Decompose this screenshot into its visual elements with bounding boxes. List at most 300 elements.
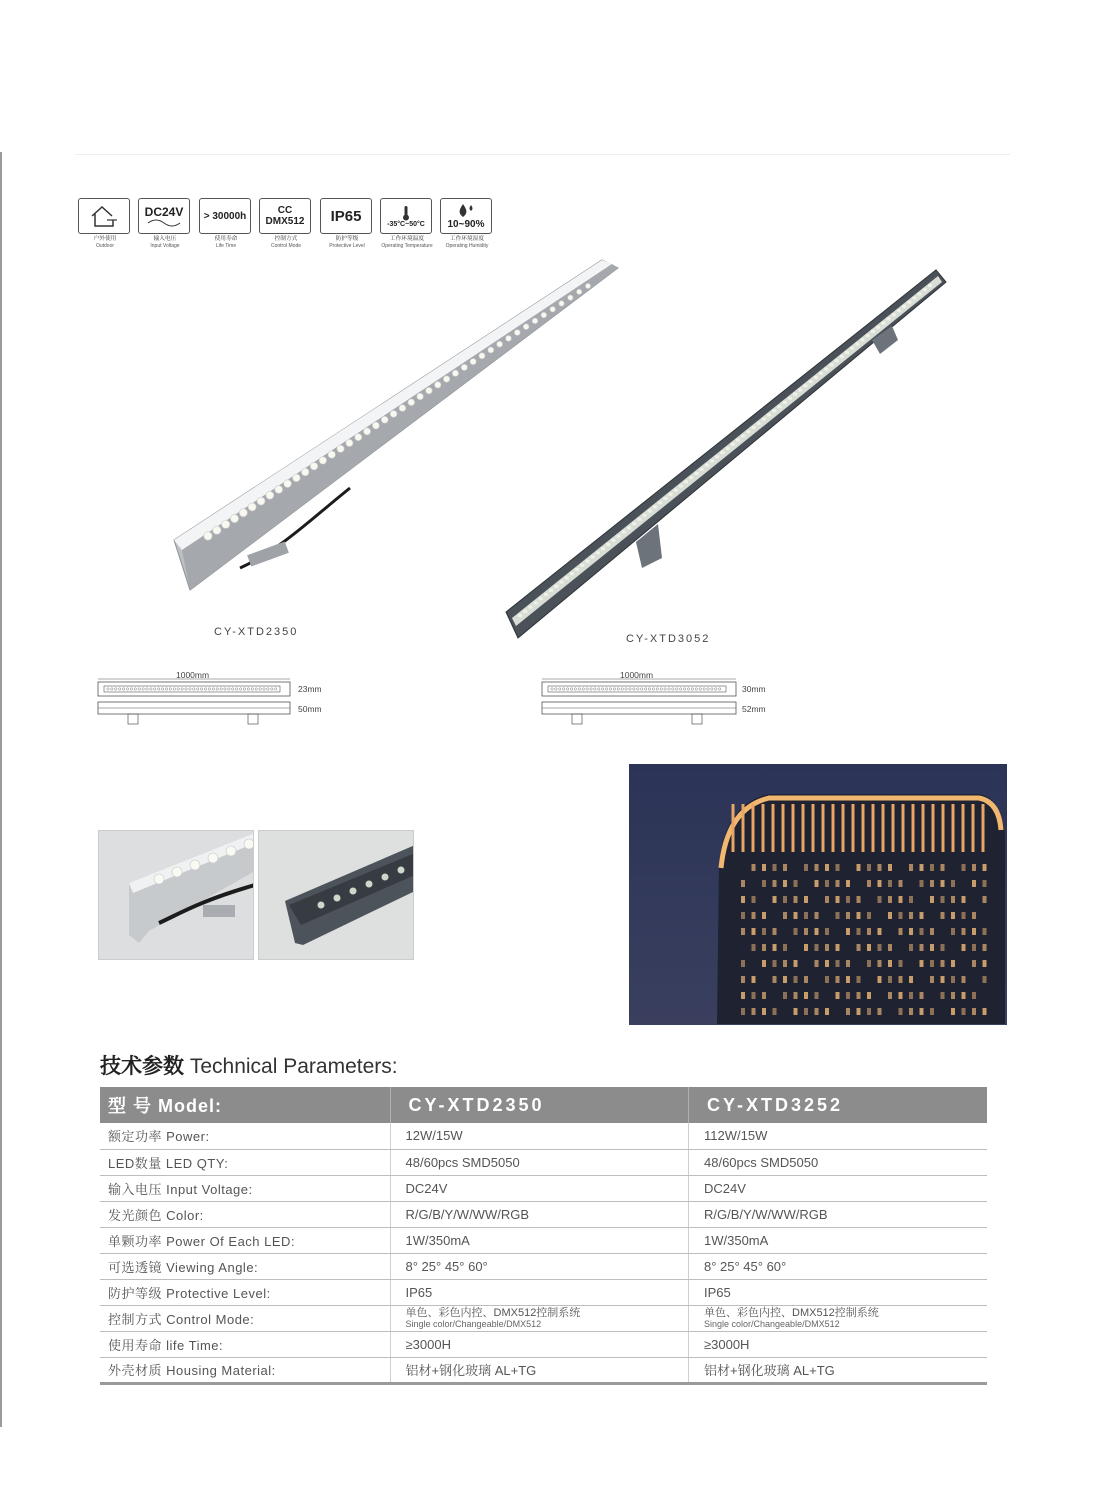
header-model-label: 型 号 Model:: [100, 1087, 390, 1123]
led-dot: [435, 382, 441, 388]
window-light: [836, 912, 840, 919]
led-dot: [656, 688, 658, 690]
led-dot: [598, 688, 600, 690]
window-light: [909, 976, 913, 983]
led-dot: [613, 688, 615, 690]
led-dot: [601, 547, 605, 550]
window-light: [972, 944, 976, 951]
led-dot: [266, 491, 274, 499]
window-light: [804, 928, 808, 935]
led-dot: [669, 493, 673, 496]
led-dot: [824, 368, 828, 371]
dimension-length: 1000mm: [176, 670, 210, 680]
window-light: [741, 880, 745, 887]
badge-caption-en: Operating Humidity: [445, 243, 489, 249]
window-light: [794, 912, 798, 919]
window-light: [962, 896, 966, 903]
led-dot: [625, 688, 627, 690]
row-value-2: 112W/15W: [689, 1123, 988, 1149]
window-light: [920, 912, 924, 919]
led-dot: [715, 455, 719, 458]
led-dot: [200, 688, 202, 690]
led-dot: [570, 688, 572, 690]
led-dot: [566, 688, 568, 690]
led-dot: [871, 330, 875, 333]
spec-table: [100, 1087, 987, 1385]
window-light: [867, 1008, 871, 1015]
window-light: [846, 976, 850, 983]
led-dot: [319, 457, 326, 464]
led-dot: [126, 688, 128, 690]
closeup-photo-silver: [98, 830, 254, 960]
led-dot: [809, 380, 813, 383]
window-light: [867, 928, 871, 935]
led-dot: [861, 338, 865, 341]
row-value-2: 48/60pcs SMD5050: [689, 1149, 988, 1175]
window-light: [899, 1008, 903, 1015]
led-dot: [130, 688, 132, 690]
window-light: [972, 1008, 976, 1015]
row-label: 防护等级 Protective Level:: [100, 1279, 390, 1305]
window-light: [825, 1008, 829, 1015]
badge-operating-humidity: [440, 198, 494, 249]
window-light: [941, 864, 945, 871]
window-light: [888, 864, 892, 871]
window-light: [783, 976, 787, 983]
window-light: [962, 912, 966, 919]
led-dot: [585, 560, 589, 563]
led-dot: [222, 520, 230, 528]
led-dot: [689, 476, 693, 479]
badge-caption-cn: 控制方式: [274, 236, 298, 242]
window-light: [773, 880, 777, 887]
row-value-2-line2: Single color/Changeable/DMX512: [704, 1319, 840, 1329]
led-dot: [346, 439, 353, 446]
row-value-1: 8° 25° 45° 60°: [390, 1253, 688, 1279]
led-dot: [680, 688, 682, 690]
window-light: [783, 992, 787, 999]
window-light: [815, 928, 819, 935]
led-dot: [676, 688, 678, 690]
badge-caption-cn: 工作环境温度: [389, 236, 425, 242]
window-light: [773, 976, 777, 983]
badge-caption-en: Input Voltage: [150, 243, 180, 249]
window-light: [846, 1008, 850, 1015]
led-dot: [518, 614, 522, 617]
led-dot: [746, 430, 750, 433]
window-light: [962, 992, 966, 999]
window-light: [846, 880, 850, 887]
window-light: [815, 960, 819, 967]
window-light: [825, 864, 829, 871]
window-light: [857, 1008, 861, 1015]
window-light: [804, 896, 808, 903]
window-light: [804, 976, 808, 983]
window-light: [794, 992, 798, 999]
badge-input-voltage: [138, 198, 192, 249]
window-light: [888, 992, 892, 999]
table-row: [100, 1357, 987, 1383]
led-dot: [560, 581, 564, 584]
badge-value: 10~90%: [447, 218, 485, 230]
window-light: [909, 896, 913, 903]
window-light: [752, 928, 756, 935]
led-dot: [197, 688, 199, 690]
window-light: [941, 992, 945, 999]
led-dot: [142, 688, 144, 690]
led-dot: [539, 597, 543, 600]
window-light: [804, 1008, 808, 1015]
led-dot: [652, 688, 654, 690]
led-dot: [213, 526, 221, 534]
badge-caption-cn: 工作环境湿度: [449, 236, 485, 242]
led-dot: [897, 309, 901, 312]
led-dot: [257, 497, 265, 505]
led-dot: [243, 688, 245, 690]
led-dot: [230, 514, 238, 522]
window-light: [951, 912, 955, 919]
window-light: [762, 992, 766, 999]
window-light: [899, 992, 903, 999]
window-light: [920, 928, 924, 935]
window-light: [983, 976, 987, 983]
window-light: [909, 944, 913, 951]
window-light: [941, 880, 945, 887]
window-light: [825, 880, 829, 887]
led-dot: [644, 688, 646, 690]
window-light: [920, 944, 924, 951]
badge-protective-level: [320, 198, 374, 249]
badge-caption-cn: 输入电压: [153, 236, 177, 242]
led-dot: [236, 688, 238, 690]
window-light: [815, 880, 819, 887]
badge-caption-en: Operating Temperature: [381, 243, 433, 249]
window-light: [857, 976, 861, 983]
led-dot: [660, 688, 662, 690]
led-dot: [819, 372, 823, 375]
led-dot: [605, 688, 607, 690]
window-light: [794, 1008, 798, 1015]
window-light: [941, 944, 945, 951]
led-dot: [443, 376, 449, 382]
dimension-height: 23mm: [298, 684, 322, 694]
row-label: 可选透镜 Viewing Angle:: [100, 1253, 390, 1279]
led-dot: [408, 399, 415, 406]
led-dot: [275, 486, 283, 494]
window-light: [920, 992, 924, 999]
window-light: [899, 976, 903, 983]
led-dot: [762, 418, 766, 421]
led-dot: [679, 485, 683, 488]
led-dot: [866, 334, 870, 337]
row-label: 控制方式 Control Mode:: [100, 1305, 390, 1331]
window-light: [962, 944, 966, 951]
led-dot: [892, 313, 896, 316]
badge-caption-cn: 使用寿命: [214, 236, 238, 242]
led-dot: [850, 347, 854, 350]
window-light: [962, 928, 966, 935]
window-light: [846, 912, 850, 919]
led-dot: [663, 497, 667, 500]
badge-box: [440, 198, 492, 234]
badge-value: IP65: [330, 207, 362, 225]
led-dot: [928, 284, 932, 287]
window-light: [815, 864, 819, 871]
led-dot: [596, 551, 600, 554]
led-dot: [138, 688, 140, 690]
led-dot: [757, 422, 761, 425]
window-light: [762, 944, 766, 951]
window-light: [815, 1008, 819, 1015]
led-dot: [683, 688, 685, 690]
led-dot: [648, 510, 652, 513]
led-dot: [470, 358, 476, 364]
row-value-1: [390, 1305, 688, 1331]
window-light: [972, 912, 976, 919]
led-dot: [855, 342, 859, 345]
led-dot: [251, 688, 253, 690]
led-dot: [594, 688, 596, 690]
led-dot: [687, 688, 689, 690]
window-light: [794, 928, 798, 935]
row-label: LED数量 LED QTY:: [100, 1149, 390, 1175]
window-light: [899, 912, 903, 919]
led-dot: [204, 688, 206, 690]
window-light: [815, 944, 819, 951]
window-light: [930, 944, 934, 951]
led-dot: [239, 509, 247, 517]
window-light: [888, 960, 892, 967]
row-value-1: R/G/B/Y/W/WW/RGB: [390, 1201, 688, 1227]
led-dot: [783, 401, 787, 404]
led-dot: [284, 480, 292, 488]
led-dot: [627, 526, 631, 529]
product-2-image: [500, 262, 950, 652]
window-light: [836, 880, 840, 887]
led-dot: [736, 439, 740, 442]
window-light: [762, 912, 766, 919]
window-light: [773, 944, 777, 951]
led-dot: [575, 568, 579, 571]
window-light: [909, 928, 913, 935]
led-dot: [293, 474, 301, 482]
window-light: [983, 896, 987, 903]
table-row: [100, 1175, 987, 1201]
led-dot: [707, 688, 709, 690]
window-light: [857, 928, 861, 935]
window-light: [846, 896, 850, 903]
led-dot: [788, 397, 792, 400]
led-dot: [528, 606, 532, 609]
led-dot: [582, 688, 584, 690]
window-light: [951, 992, 955, 999]
window-light: [825, 896, 829, 903]
led-dot: [555, 688, 557, 690]
table-row: [100, 1331, 987, 1357]
led-dot: [185, 688, 187, 690]
window-light: [783, 880, 787, 887]
led-dot: [829, 363, 833, 366]
section-title-en: Technical Parameters:: [189, 1055, 398, 1078]
led-dot: [578, 688, 580, 690]
led-dot: [876, 326, 880, 329]
window-light: [878, 928, 882, 935]
window-light: [920, 960, 924, 967]
led-dot: [664, 688, 666, 690]
window-light: [783, 864, 787, 871]
led-dot: [220, 688, 222, 690]
row-value-1-line2: Single color/Changeable/DMX512: [405, 1319, 542, 1329]
badge-box: [138, 198, 190, 234]
led-dot: [590, 688, 592, 690]
window-light: [878, 864, 882, 871]
row-value-2: 铝材+钢化玻璃 AL+TG: [689, 1357, 988, 1383]
led-dot: [715, 688, 717, 690]
led-dot: [169, 688, 171, 690]
window-light: [867, 880, 871, 887]
window-light: [741, 976, 745, 983]
led-dot: [912, 297, 916, 300]
window-light: [930, 928, 934, 935]
led-dot: [565, 576, 569, 579]
window-light: [909, 1008, 913, 1015]
window-light: [983, 880, 987, 887]
led-dot: [777, 405, 781, 408]
badge-outdoor: [78, 198, 132, 249]
window-light: [962, 864, 966, 871]
window-light: [941, 912, 945, 919]
window-light: [941, 896, 945, 903]
row-label: 输入电压 Input Voltage:: [100, 1175, 390, 1201]
badge-caption-en: Protective Level: [329, 243, 365, 249]
table-row: [100, 1253, 987, 1279]
window-light: [762, 864, 766, 871]
row-value-1: 48/60pcs SMD5050: [390, 1149, 688, 1175]
led-dot: [247, 688, 249, 690]
led-dot: [637, 518, 641, 521]
led-dot: [674, 489, 678, 492]
window-light: [930, 976, 934, 983]
window-light: [773, 864, 777, 871]
led-dot: [699, 688, 701, 690]
window-light: [951, 928, 955, 935]
window-light: [888, 912, 892, 919]
led-dot: [228, 688, 230, 690]
window-light: [752, 992, 756, 999]
badge-box: [320, 198, 372, 234]
product-2-caption: CY-XTD3052: [626, 633, 711, 645]
window-light: [867, 944, 871, 951]
led-dot: [611, 539, 615, 542]
window-light: [878, 896, 882, 903]
window-light: [762, 1008, 766, 1015]
led-dot: [271, 688, 273, 690]
outdoor-house-icon: [78, 198, 130, 234]
table-row: [100, 1123, 987, 1149]
led-dot: [617, 535, 621, 538]
window-light: [941, 960, 945, 967]
window-light: [867, 864, 871, 871]
table-row: [100, 1227, 987, 1253]
led-dot: [700, 468, 704, 471]
led-dot: [705, 464, 709, 467]
badge-value: CC DMX512: [265, 205, 305, 227]
window-light: [752, 912, 756, 919]
led-dot: [115, 688, 117, 690]
window-light: [836, 976, 840, 983]
window-light: [867, 992, 871, 999]
led-dot: [193, 688, 195, 690]
window-light: [857, 912, 861, 919]
window-light: [951, 896, 955, 903]
row-value-2: DC24V: [689, 1175, 988, 1201]
led-dot: [684, 480, 688, 483]
window-light: [857, 864, 861, 871]
led-dot: [591, 556, 595, 559]
led-dot: [111, 688, 113, 690]
window-light: [899, 880, 903, 887]
header-model-1: CY-XTD2350: [390, 1087, 688, 1123]
led-dot: [741, 434, 745, 437]
window-light: [899, 928, 903, 935]
window-light: [899, 960, 903, 967]
led-dot: [731, 443, 735, 446]
window-light: [941, 976, 945, 983]
badge-value: > 30000h: [203, 210, 247, 222]
window-light: [836, 864, 840, 871]
window-light: [983, 944, 987, 951]
led-dot: [668, 688, 670, 690]
row-label: 使用寿命 life Time:: [100, 1331, 390, 1357]
led-dot: [886, 317, 890, 320]
row-value-1: ≥3000H: [390, 1331, 688, 1357]
led-dot: [643, 514, 647, 517]
window-light: [920, 880, 924, 887]
section-title-cn: 技术参数: [100, 1055, 184, 1078]
dimension-depth: 52mm: [742, 704, 766, 714]
window-light: [773, 1008, 777, 1015]
badge-box: [380, 198, 432, 234]
led-dot: [551, 688, 553, 690]
led-dot: [711, 688, 713, 690]
badge-value: -35°C~50°C: [387, 220, 425, 228]
window-light: [752, 864, 756, 871]
window-light: [783, 912, 787, 919]
window-light: [741, 896, 745, 903]
led-dot: [107, 688, 109, 690]
led-dot: [381, 416, 388, 423]
led-dot: [918, 292, 922, 295]
window-light: [962, 1008, 966, 1015]
led-dot: [574, 688, 576, 690]
window-light: [752, 944, 756, 951]
window-light: [804, 944, 808, 951]
led-dot: [798, 388, 802, 391]
led-dot: [150, 688, 152, 690]
window-light: [783, 896, 787, 903]
window-light: [878, 880, 882, 887]
product-1-caption: CY-XTD2350: [214, 626, 299, 638]
row-value-1-line1: 单色、彩色内控、DMX512控制系统: [405, 1307, 581, 1319]
row-label: 外壳材质 Housing Material:: [100, 1357, 390, 1383]
window-light: [762, 960, 766, 967]
led-dot: [399, 405, 406, 412]
led-dot: [177, 688, 179, 690]
window-light: [804, 992, 808, 999]
badge-caption-en: Outdoor: [95, 243, 115, 249]
led-dot: [586, 688, 588, 690]
window-light: [846, 960, 850, 967]
